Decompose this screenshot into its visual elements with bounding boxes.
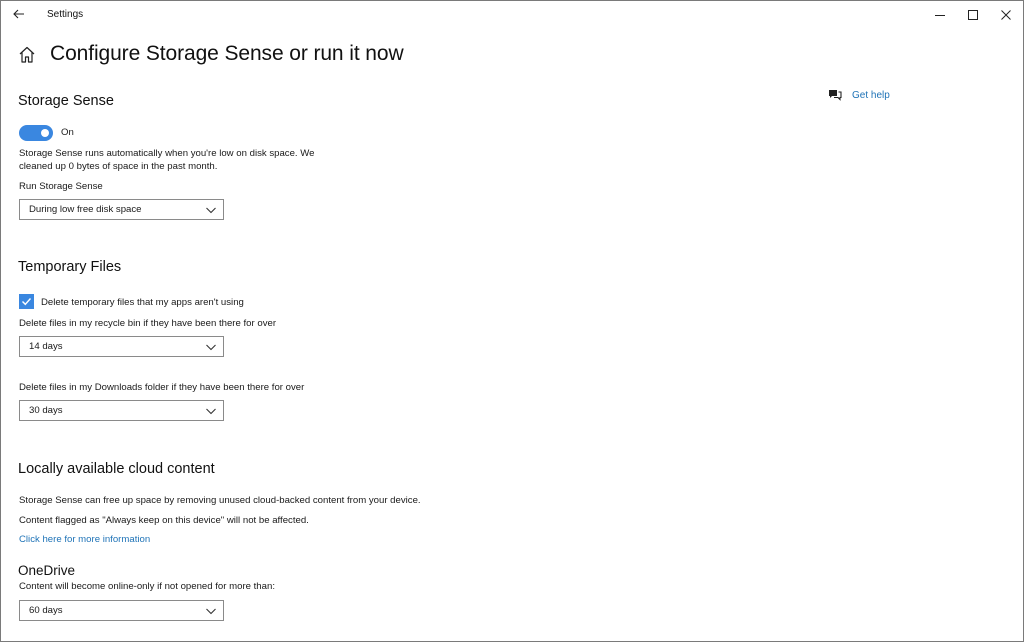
get-help-link[interactable]: Get help — [852, 89, 890, 101]
maximize-button[interactable] — [956, 1, 990, 29]
storage-sense-heading: Storage Sense — [18, 93, 114, 109]
title-bar — [1, 1, 1023, 29]
storage-sense-toggle[interactable] — [19, 125, 53, 141]
back-button[interactable] — [5, 2, 33, 26]
run-storage-sense-dropdown[interactable] — [19, 199, 224, 220]
temporary-files-heading: Temporary Files — [18, 259, 122, 275]
chevron-down-icon — [205, 406, 217, 416]
close-button[interactable] — [989, 1, 1023, 29]
chat-bubble-icon — [827, 87, 843, 103]
minimize-button[interactable] — [923, 1, 957, 29]
more-information-link[interactable]: Click here for more information — [19, 534, 151, 545]
storage-sense-description-line2: cleaned up 0 bytes of space in the past month. — [19, 161, 218, 172]
cloud-description-line1: Storage Sense can free up space by removing unused cloud-backed content from your device. — [19, 495, 421, 506]
window-title: Settings — [47, 9, 84, 20]
checkmark-icon — [21, 296, 32, 307]
dropdown-value: 30 days — [29, 405, 63, 416]
toggle-knob — [41, 129, 49, 137]
cloud-description-line2: Content flagged as "Always keep on this device" will not be affected. — [19, 515, 309, 526]
dropdown-value: 60 days — [29, 605, 63, 616]
chevron-down-icon — [205, 606, 217, 616]
downloads-label: Delete files in my Downloads folder if they have been there for over — [19, 382, 305, 393]
minimize-icon — [935, 10, 945, 20]
dropdown-value: During low free disk space — [29, 204, 142, 215]
close-icon — [1001, 10, 1011, 20]
get-help[interactable] — [827, 87, 890, 103]
chevron-down-icon — [205, 342, 217, 352]
dropdown-value: 14 days — [29, 341, 63, 352]
recycle-bin-dropdown[interactable] — [19, 336, 224, 357]
onedrive-dropdown[interactable] — [19, 600, 224, 621]
home-icon[interactable] — [17, 45, 37, 65]
maximize-icon — [968, 10, 978, 20]
page-title: Configure Storage Sense or run it now — [50, 42, 404, 65]
cloud-content-heading: Locally available cloud content — [18, 461, 215, 477]
chevron-down-icon — [205, 205, 217, 215]
toggle-state-label: On — [61, 127, 74, 138]
delete-temp-files-label[interactable]: Delete temporary files that my apps aren't using — [41, 297, 244, 308]
run-storage-sense-label: Run Storage Sense — [19, 181, 103, 192]
onedrive-label: Content will become online-only if not opened for more than: — [19, 581, 275, 592]
storage-sense-description-line1: Storage Sense runs automatically when you're low on disk space. We — [19, 148, 315, 159]
downloads-dropdown[interactable] — [19, 400, 224, 421]
delete-temp-files-checkbox[interactable] — [19, 294, 34, 309]
onedrive-heading: OneDrive — [18, 563, 76, 578]
recycle-bin-label: Delete files in my recycle bin if they have been there for over — [19, 318, 277, 329]
back-arrow-icon — [13, 9, 25, 19]
